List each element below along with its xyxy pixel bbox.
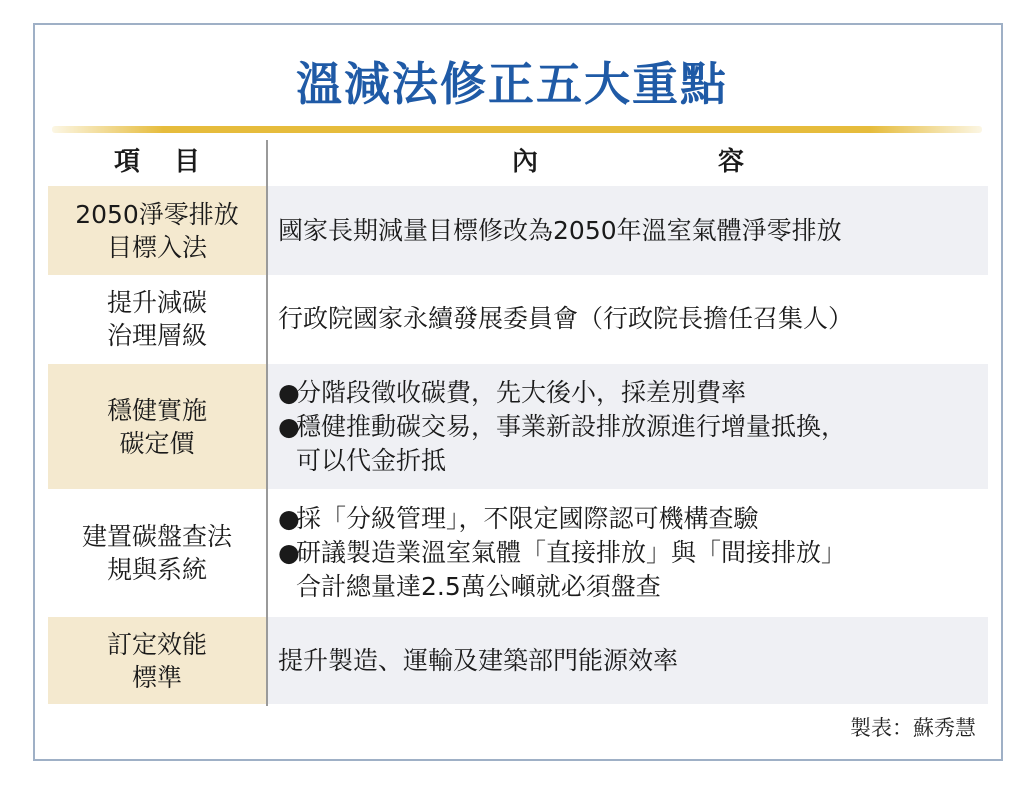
row-content [270, 491, 986, 615]
row-item-line: 提升減碳 [106, 288, 207, 317]
row-item-line: 標準 [131, 662, 182, 692]
row-content [270, 186, 986, 275]
row-item-line: 碳定價 [119, 428, 195, 458]
table-row [48, 276, 988, 362]
row-content-line: 行政院國家永續發展委員會（行政院長擔任召集人） [278, 304, 854, 333]
row-item [48, 364, 266, 489]
header-content: 內容 [511, 147, 924, 177]
bullet-text: 採「分級管理」，不限定國際認可機構查驗 [296, 504, 759, 533]
row-item-line: 2050淨零排放 [75, 199, 239, 229]
bullet-text: 分階段徵收碳費，先大後小，採差別費率 [296, 377, 747, 407]
row-item [48, 491, 266, 615]
bullet-item [278, 410, 986, 478]
bullet-dot-icon: ● [278, 538, 300, 567]
row-item-line: 訂定效能 [106, 629, 207, 659]
row-item-line: 治理層級 [106, 321, 207, 350]
table-header [48, 140, 988, 184]
row-content [270, 276, 986, 362]
row-item [48, 276, 266, 362]
row-content [270, 364, 986, 489]
row-item-line: 建置碳盤查法 [81, 522, 232, 551]
bullet-text-line: 穩健推動碳交易，事業新設排放源進行增量抵換， [296, 411, 847, 441]
row-content [270, 617, 986, 704]
bullet-dot-icon: ● [278, 377, 300, 407]
bullet-text-line: 可以代金折抵 [296, 445, 447, 475]
row-item [48, 617, 266, 704]
bullet-dot-icon: ● [278, 411, 300, 441]
row-item [48, 186, 266, 275]
row-item-line: 規與系統 [106, 555, 207, 584]
bullet-text [296, 536, 986, 604]
bullet-text [296, 410, 986, 478]
bullet-text-line: 研議製造業溫室氣體「直接排放」與「間接排放」 [296, 538, 847, 567]
credit-text: 製表：蘇秀慧 [850, 716, 976, 740]
bullet-item [278, 376, 986, 410]
row-item-line: 目標入法 [106, 232, 207, 262]
bullet-text-line: 合計總量達2.5萬公噸就必須盤查 [296, 572, 661, 601]
row-item-line: 穩健實施 [106, 395, 207, 425]
table-row [48, 491, 988, 615]
title-underline [52, 126, 982, 133]
bullet-item [278, 502, 986, 536]
table-row [48, 364, 988, 489]
table-row [48, 186, 988, 275]
table-row [48, 617, 988, 704]
column-divider [266, 140, 268, 706]
page-title: 溫減法修正五大重點 [296, 57, 728, 111]
row-content-line: 提升製造、運輸及建築部門能源效率 [278, 645, 679, 675]
bullet-dot-icon: ● [278, 504, 300, 533]
row-content-line: 國家長期減量目標修改為2050年溫室氣體淨零排放 [278, 215, 842, 245]
bullet-item [278, 536, 986, 604]
header-item: 項目 [113, 147, 234, 177]
